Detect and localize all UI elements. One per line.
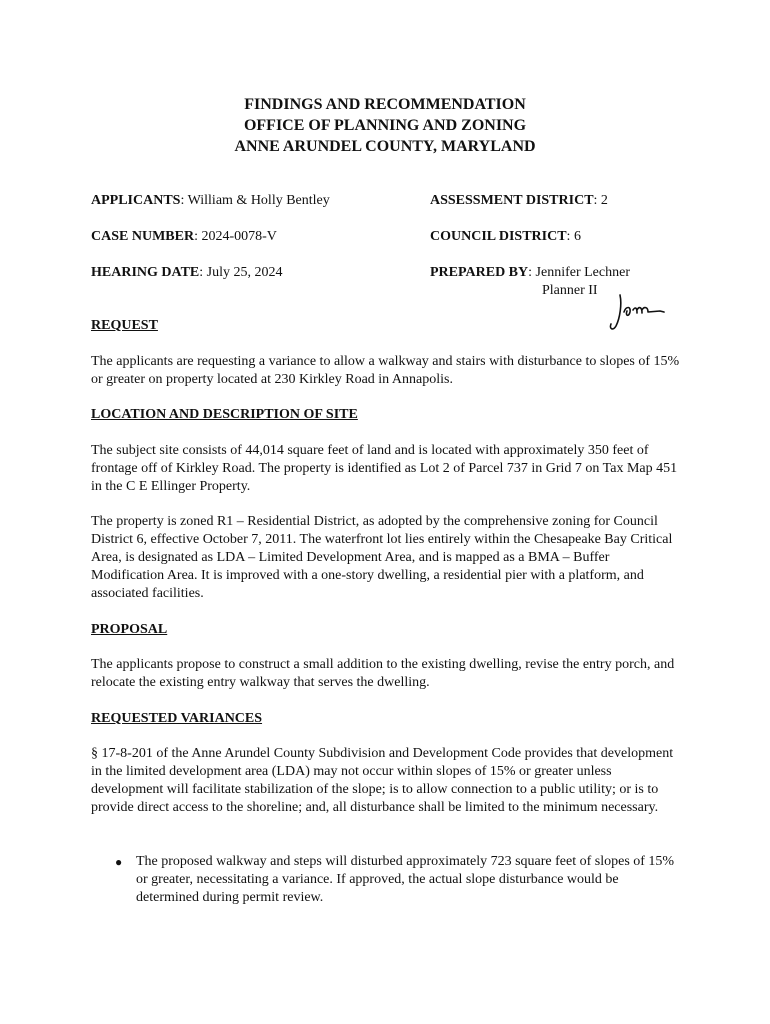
document-title-line-2: OFFICE OF PLANNING AND ZONING <box>243 117 527 134</box>
applicants-field: APPLICANTS: William & Holly Bentley <box>91 193 330 208</box>
prepared-by-value: Jennifer Lechner <box>535 265 630 280</box>
applicants-value: William & Holly Bentley <box>187 193 330 208</box>
bullet-marker: ● <box>115 855 123 869</box>
request-text: The applicants are requesting a variance to allow a walkway and stairs with disturbance to slopes of 15% or greater on property located at 230 Kirkley Road in Annapolis. <box>91 354 680 387</box>
assessment-district-label: ASSESSMENT DISTRICT <box>430 193 594 208</box>
applicants-label: APPLICANTS <box>91 193 181 208</box>
case-number-field: CASE NUMBER: 2024-0078-V <box>91 229 277 244</box>
location-text-2: The property is zoned R1 – Residential District, as adopted by the comprehensive zoning for Council District 6, effective October 7, 2011. The waterfront lot lies entirely within the Chesapeake Bay Critical Area, is designated as LDA – Limited Development Area, and is mapped as a BMA – Buffer Modification Area. It is improved with a one-story dwelling, a residential pier with a platform, and associated facilities. <box>91 514 673 601</box>
prepared-by-label: PREPARED BY <box>430 265 529 280</box>
hearing-date-field: HEARING DATE: July 25, 2024 <box>91 265 283 280</box>
council-district-value: 6 <box>573 229 581 244</box>
assessment-district-field: ASSESSMENT DISTRICT: 2 <box>430 193 608 208</box>
hearing-date-label: HEARING DATE <box>91 265 200 280</box>
signature-initials <box>608 292 666 334</box>
prepared-by-title: Planner II <box>542 283 598 298</box>
document-title-line-1: FINDINGS AND RECOMMENDATION <box>244 96 526 113</box>
hearing-date-value: July 25, 2024 <box>206 265 283 280</box>
case-number-label: CASE NUMBER <box>91 229 195 244</box>
document-title-line-3: ANNE ARUNDEL COUNTY, MARYLAND <box>234 138 536 155</box>
council-district-label: COUNCIL DISTRICT <box>430 229 567 244</box>
assessment-district-value: 2 <box>600 193 608 208</box>
variances-bullet-1: The proposed walkway and steps will disturbed approximately 723 square feet of slopes of 15% or greater, necessitating a variance. If approved, the actual slope disturbance would be determined during permit review. <box>136 854 675 905</box>
location-text-1: The subject site consists of 44,014 square feet of land and is located with approximately 350 feet of frontage off of Kirkley Road. The property is identified as Lot 2 of Parcel 737 in Grid 7 on Tax Map 451 in the C E Ellinger Property. <box>91 443 678 494</box>
variances-heading: REQUESTED VARIANCES <box>91 711 263 726</box>
request-heading: REQUEST <box>91 318 158 333</box>
variances-text: § 17-8-201 of the Anne Arundel County Subdivision and Development Code provides that development in the limited development area (LDA) may not occur within slopes of 15% or greater unless development will facilitate stabilization of the slope; is to allow connection to a public utility; or is to provide direct access to the shoreline; and, all disturbance shall be limited to the minimum necessary. <box>91 746 674 815</box>
case-number-value: 2024-0078-V <box>201 229 277 244</box>
council-district-field: COUNCIL DISTRICT: 6 <box>430 229 581 244</box>
prepared-by-field: PREPARED BY: Jennifer Lechner <box>430 265 630 280</box>
location-heading: LOCATION AND DESCRIPTION OF SITE <box>91 407 358 422</box>
proposal-heading: PROPOSAL <box>91 622 168 637</box>
proposal-text: The applicants propose to construct a small addition to the existing dwelling, revise the entry porch, and relocate the existing entry walkway that serves the dwelling. <box>91 657 675 690</box>
